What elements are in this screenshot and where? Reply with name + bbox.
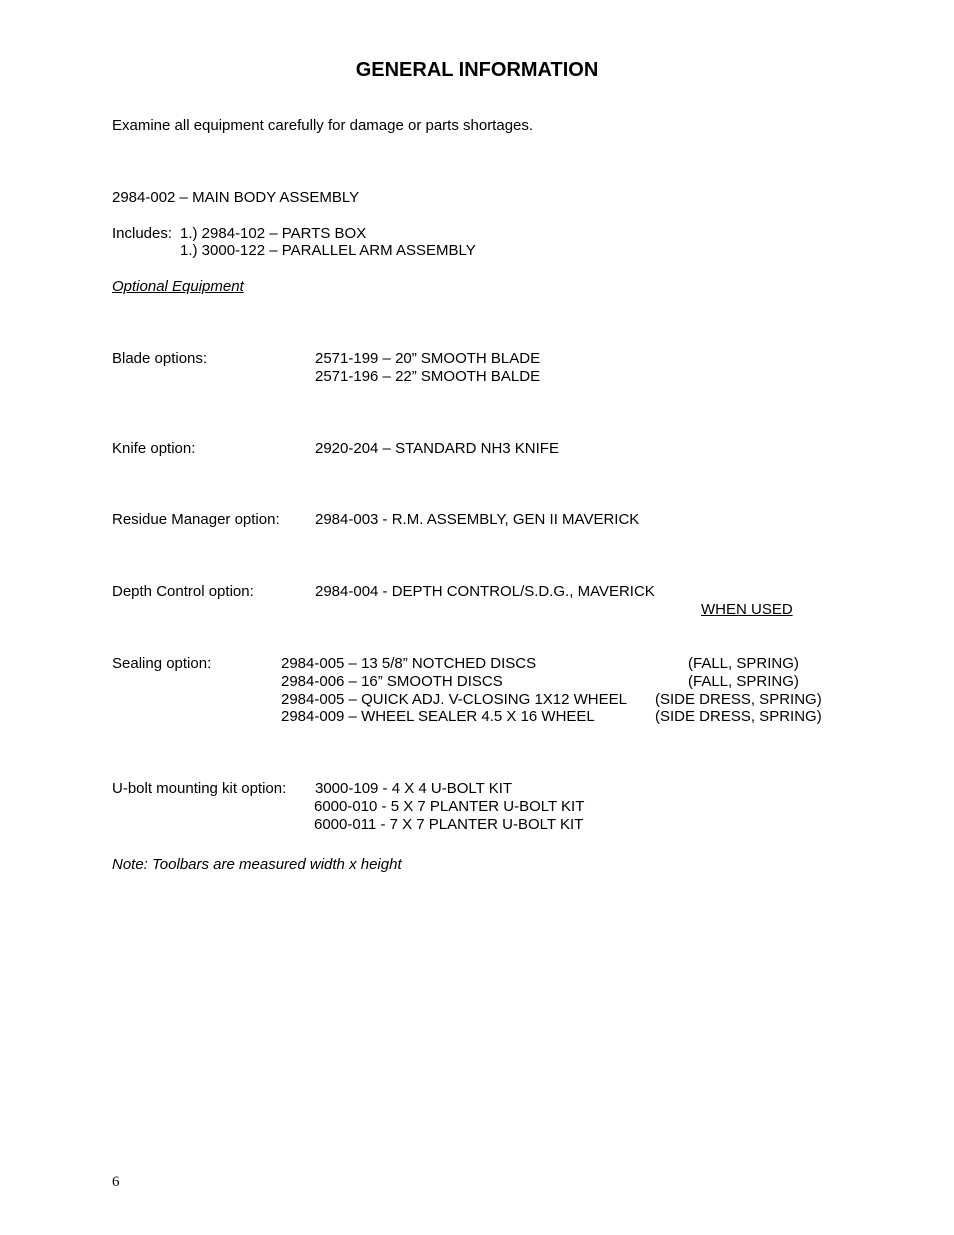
sealing-item-part: 2984-005 – QUICK ADJ. V-CLOSING 1X12 WHEEL	[281, 691, 627, 708]
optional-equipment-heading: Optional Equipment	[112, 278, 244, 295]
depth-label: Depth Control option:	[112, 583, 254, 600]
ubolt-label: U-bolt mounting kit option:	[112, 780, 287, 797]
knife-label: Knife option:	[112, 440, 196, 457]
ubolt-item: 3000-109 - 4 X 4 U-BOLT KIT	[315, 780, 513, 797]
sealing-item-when: (SIDE DRESS, SPRING)	[655, 708, 822, 725]
knife-item: 2920-204 – STANDARD NH3 KNIFE	[315, 440, 559, 457]
blade-item: 2571-199 – 20” SMOOTH BLADE	[315, 350, 541, 367]
sealing-item-when: (FALL, SPRING)	[688, 673, 799, 690]
when-used-header: WHEN USED	[701, 601, 793, 618]
sealing-item-when: (FALL, SPRING)	[688, 655, 799, 672]
blade-label: Blade options:	[112, 350, 208, 367]
toolbar-note: Note: Toolbars are measured width x height	[112, 856, 402, 873]
ubolt-item: 6000-010 - 5 X 7 PLANTER U-BOLT KIT	[314, 798, 585, 815]
includes-item: 1.) 2984-102 – PARTS BOX	[180, 225, 367, 242]
blade-item: 2571-196 – 22” SMOOTH BALDE	[315, 368, 541, 385]
sealing-item-part: 2984-006 – 16” SMOOTH DISCS	[281, 673, 503, 690]
includes-item: 1.) 3000-122 – PARALLEL ARM ASSEMBLY	[180, 242, 476, 259]
depth-item: 2984-004 - DEPTH CONTROL/S.D.G., MAVERICK	[315, 583, 655, 600]
includes-label: Includes:	[112, 225, 173, 242]
sealing-item-part: 2984-009 – WHEEL SEALER 4.5 X 16 WHEEL	[281, 708, 595, 725]
main-assembly: 2984-002 – MAIN BODY ASSEMBLY	[112, 189, 360, 206]
intro-text: Examine all equipment carefully for damage or parts shortages.	[112, 117, 534, 134]
residue-label: Residue Manager option:	[112, 511, 280, 528]
page-title: GENERAL INFORMATION	[355, 59, 599, 81]
sealing-item-when: (SIDE DRESS, SPRING)	[655, 691, 822, 708]
sealing-label: Sealing option:	[112, 655, 212, 672]
ubolt-item: 6000-011 - 7 X 7 PLANTER U-BOLT KIT	[314, 816, 584, 833]
residue-item: 2984-003 - R.M. ASSEMBLY, GEN II MAVERICK	[315, 511, 640, 528]
sealing-item-part: 2984-005 – 13 5/8” NOTCHED DISCS	[281, 655, 537, 672]
page-number: 6	[112, 1174, 120, 1190]
